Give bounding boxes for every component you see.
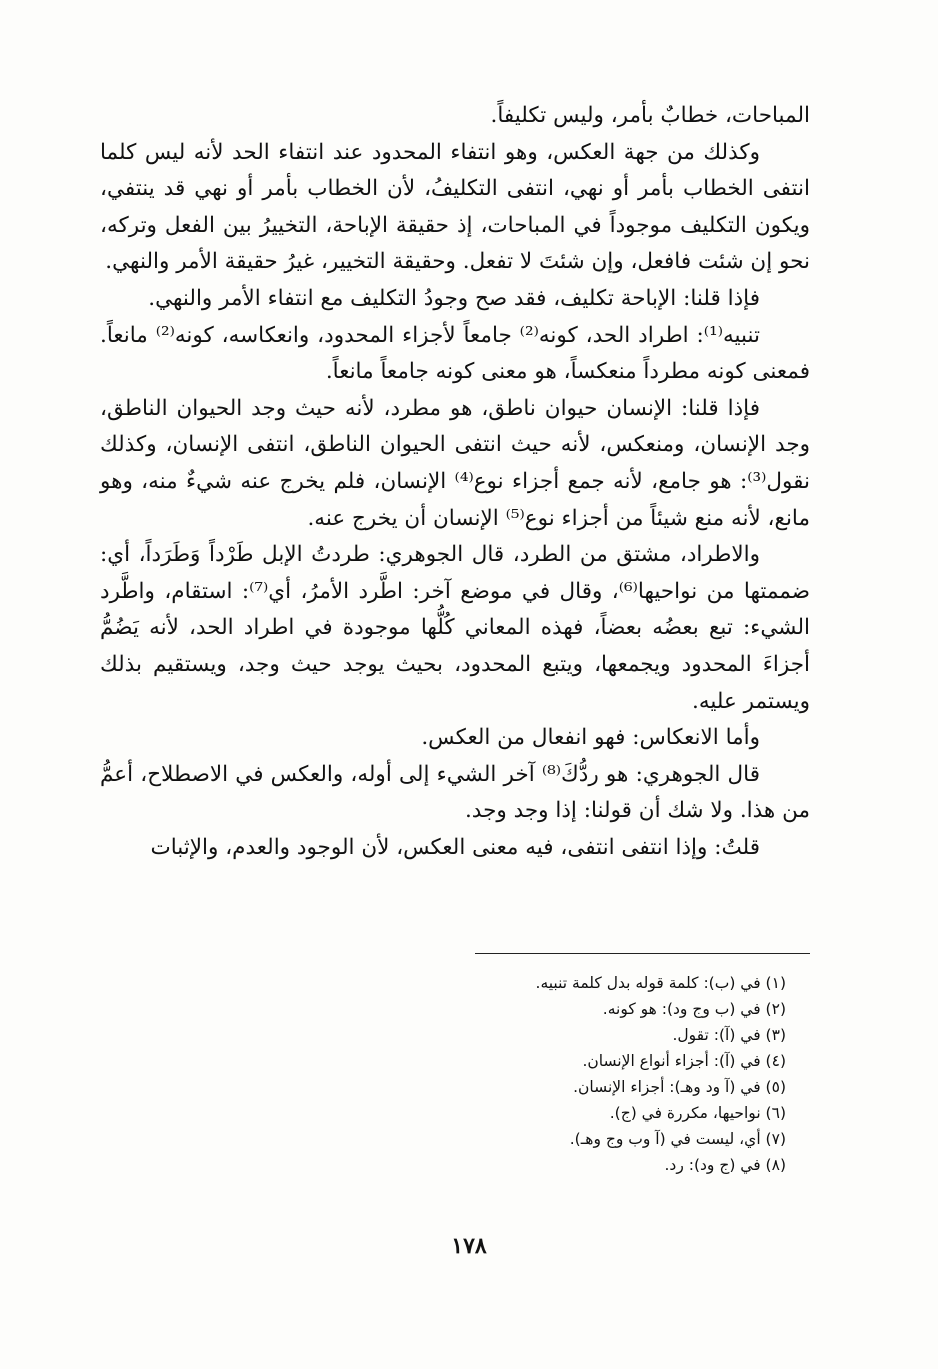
footnote: (٢) في (ب وج ود): هو كونه. [602,1000,786,1018]
paragraph: فإذا قلنا: الإنسان حيوان ناطق، هو مطرد، لأنه حيث وجد الحيوان الناطق، وجد الإنسان، ومنعكس، لأنه حيث انتفى الحيوان الناطق، انتفى الإنسان، وكذلك نقول⁽³⁾: هو جامع، لأنه جمع أجزاء نوع⁽⁴⁾ الإنسان، فلم يخرج عنه شيءٌ منه، وهو مانع، لأنه منع شيئاً من أجزاء نوع⁽⁵⁾ الإنسان أن يخرج عنه. [100,395,811,531]
footnote-divider [475,953,810,954]
footnote: (٨) في (ج ود): رد. [664,1156,786,1174]
footnote: (٤) في (آ): أجزاء أنواع الإنسان. [582,1052,786,1070]
main-text [100,98,810,866]
footnote: (٦) نواحيها، مكررة في (ج). [609,1104,786,1122]
paragraph: قال الجوهري: هو ردُّكَ⁽⁸⁾ آخر الشيء إلى أوله، والعكس في الاصطلاح، أعمُّ من هذا. ولا شك أن قولنا: إذا وجد وجد. [100,761,810,824]
footnote: (٧) أي، ليست في (آ وب وج وهـ). [569,1130,786,1148]
paragraph: وكذلك من جهة العكس، وهو انتفاء المحدود عند انتفاء الحد لأنه ليس كلما انتفى الخطاب بأمر أو نهي، انتفى التكليفُ، لأن الخطاب بأمر أو نهي قد ينتفي، ويكون التكليف موجوداً في المباحات، إذ حقيقة الإباحة، التخييرُ بين الفعل وتركه، نحو إن شئت فافعل، وإن شئتَ لا تفعل. وحقيقة التخيير، غيرُ حقيقة الأمر والنهي. [100,139,810,275]
paragraph-continuation: المباحات، خطابٌ بأمر، وليس تكليفاً. [490,103,810,128]
paragraph: فإذا قلنا: الإباحة تكليف، فقد صح وجودُ التكليف مع انتفاء الأمر والنهي. [148,285,760,311]
paragraph: وأما الانعكاس: فهو انفعال من العكس. [421,725,760,751]
paragraph: والاطراد، مشتق من الطرد، قال الجوهري: طردتُ الإبل طَرْداً وَطَرَداً، أي: ضممتها من نواحيها⁽⁶⁾، وقال في موضع آخر: اطَّرد الأمرُ، أي⁽⁷⁾: استقام، واطَّرد الشيء: تبع بعضُه بعضاً، فهذه المعاني كُلُّها موجودة في اطراد الحد، لأنه يَضُمُّ أجزاءَ المحدود ويجمعها، ويتبع المحدود، بحيث يوجد حيث وجد، ويستقيم بذلك ويستمر عليه. [100,542,810,714]
paragraph: قلتُ: وإذا انتفى انتفى، فيه معنى العكس، لأن الوجود والعدم، والإثبات [150,834,760,860]
page-number: ١٧٨ [451,1233,487,1259]
footnote: (٣) في (آ): تقول. [672,1026,786,1044]
footnotes [226,970,786,1178]
footnote: (٥) في (آ ود وهـ): أجزاء الإنسان. [573,1078,786,1096]
footnote: (١) في (ب): كلمة قوله بدل كلمة تنبيه. [535,974,786,992]
paragraph-note: تنبيه⁽¹⁾: اطراد الحد، كونه⁽²⁾ جامعاً لأجزاء المحدود، وانعكاسه، كونه⁽²⁾ مانعاً. فمعنى كونه مطرداً منعكساً، هو معنى كونه جامعاً مانعاً. [100,322,810,385]
